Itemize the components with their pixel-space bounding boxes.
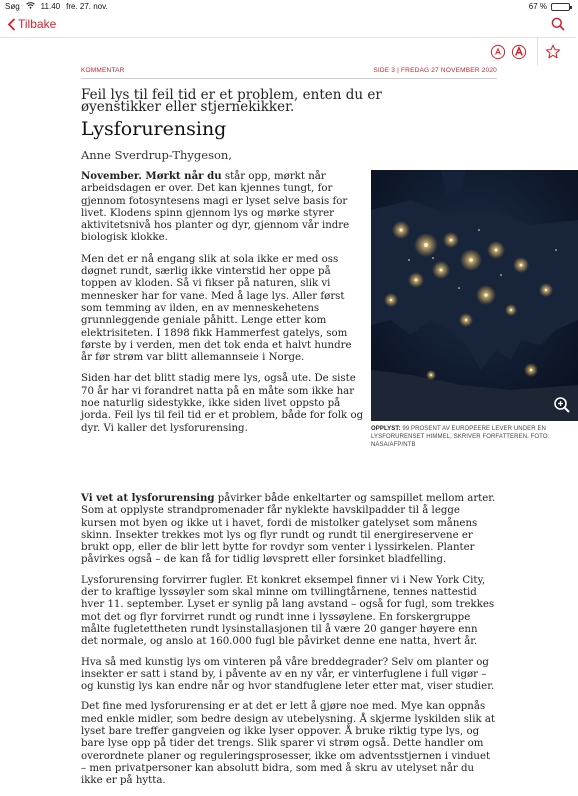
date-label: fre. 27. nov. — [66, 2, 108, 11]
paragraph: Det fine med lysforurensing er at det er lett å gjøre noe med. Mye kan oppnås med enkle midler, som bedre design av utebelysning. Å skjerme lyskilden slik at lyset bare treffer gangveien og ikke lyser oppover. Å bruke riktig type lys, og bare lyse opp på tider det trengs. Slik sparer vi strøm også. Dette handler om overordnete planer og reguleringsprosesser, ikke om adventsstjernen i vinduet – men privatpersoner kan absolutt bidra, som med å skru av utelyset når du ikke er på hytta. — [81, 701, 496, 787]
article-photo[interactable] — [371, 170, 578, 421]
caption-text: 99 PROSENT AV EUROPEERE LEVER UNDER EN LYSFORURENSET HIMMEL, SKRIVER FORFATTEREN. FOTO: NASA/AFP/NTB — [371, 426, 550, 448]
paragraph: Lysforurensing forvirrer fugler. Et konkret eksempel finner vi i New York City, der to kraftige lyssøyler som skal minne om tvillingtårnene, tennes nattestid hver 11. september. Lyset er synlig på lang avstand – også for fugl, som trekkes mot det og flyr forvirret rundt og rundt inne i lyssøylene. En forskergruppe målte fugletettheten rundt lysinstallasjonen til å være 20 ganger høyere enn det normale, og anslo at 160.000 fugl ble påvirket denne ene natta, hvert år. — [81, 574, 495, 648]
europe-night-satellite-image — [371, 170, 578, 421]
bookmark-star-icon[interactable] — [545, 44, 561, 60]
paragraph-lead: Vi vet at lysforurensing — [81, 492, 215, 504]
paragraph: Men det er nå engang slik at sola ikke er med oss døgnet rundt, særlig ikke vinterstid her oppe på toppen av kloden. Så vi fikser på naturen, slik vi mennesker har for vane. Med å lage lys. Aller først som temming av ilden, en av menneskehetens grunnleggende geniale påhitt. Lenge etter kom elektrisiteten. I 1898 fikk Hammerfest gatelys, som første by i verden, men det tok enda et halvt hundre år før strøm var blitt allemannseie i Norge. — [81, 253, 352, 364]
paragraph: Siden har det blitt stadig mere lys, også ute. De siste 70 år har vi forandret natta på en måte som ikke har noe naturlig sidestykke, ikke siden livet oppsto på jorda. Feil lys til feil tid er et problem, både for folk og dyr. Vi kaller det lysforurensing. — [81, 373, 364, 434]
paragraph-text: påvirker både enkeltarter og samspillet mellom arter. Som at opplyste strandpromenader får nyklekte havskilpadder til å legge kursen mot byen og ikke ut i havet, fordi de mistolker gatelyset som månens skinn. Insekter trekkes mot lys og flyr rundt og rundt til energireservene er brukt opp, eller de blir lett bytte for rovdyr som venter i lyssirkelen. Planter påvirkes også – de kan få for tidlig løvsprett eller forsinket bladfelling. — [81, 493, 496, 566]
time-label: 11.40 — [40, 2, 61, 11]
toolbar-divider — [537, 38, 538, 66]
section-label: KOMMENTAR — [81, 67, 125, 74]
wifi-icon — [26, 2, 35, 11]
chevron-left-icon — [7, 18, 16, 31]
paragraph-text: står opp, mørkt når arbeidsdagen er over. Det kan kjennes tungt, for gjennom fotosyntesens magi er lyset selve basis for livet. Klodens spinn gjennom lys og mørke styrer aktivitetsnivå hos planter og dyr, gjennom vår indre biologisk klokke. — [81, 171, 350, 244]
paragraph — [81, 492, 497, 567]
status-bar — [0, 0, 576, 13]
paragraph: Hva så med kunstig lys om vinteren på våre breddegrader? Selv om planter og insekter er satt i stand by, i påvente av en ny vår, er vinterfuglene i full vigør – og kunstig lys kan endre når og hvor standfuglene leter etter mat, viser studier. — [81, 656, 495, 693]
article-title: Lysforurensing — [81, 118, 227, 140]
header-divider — [81, 78, 497, 79]
article-body-full — [81, 492, 497, 796]
caption-label: OPPLYST: — [371, 426, 401, 432]
text-size-decrease-icon[interactable] — [490, 44, 506, 60]
section-header — [81, 67, 497, 77]
search-icon[interactable] — [551, 17, 565, 31]
reader-toolbar — [0, 37, 576, 65]
battery-percent: 67 % — [528, 2, 547, 11]
text-size-increase-icon[interactable] — [511, 44, 527, 60]
photo-caption — [371, 425, 578, 449]
page-date-label: SIDE 3 | FREDAG 27 NOVEMBER 2020 — [373, 67, 497, 74]
navigation-bar — [0, 13, 576, 37]
article-body-column — [81, 170, 365, 444]
paragraph — [81, 170, 365, 245]
article-subtitle: Feil lys til feil tid er et problem, enten du er øyenstikker eller stjernekikker. — [81, 87, 382, 115]
back-label: Tilbake — [18, 17, 57, 31]
zoom-in-icon[interactable] — [553, 396, 571, 414]
back-button[interactable] — [7, 17, 56, 31]
carrier-label: Søg — [5, 2, 20, 11]
battery-icon — [551, 3, 570, 11]
article-author: Anne Sverdrup-Thygeson, — [81, 148, 232, 162]
paragraph-lead: November. Mørkt når du — [81, 170, 222, 182]
